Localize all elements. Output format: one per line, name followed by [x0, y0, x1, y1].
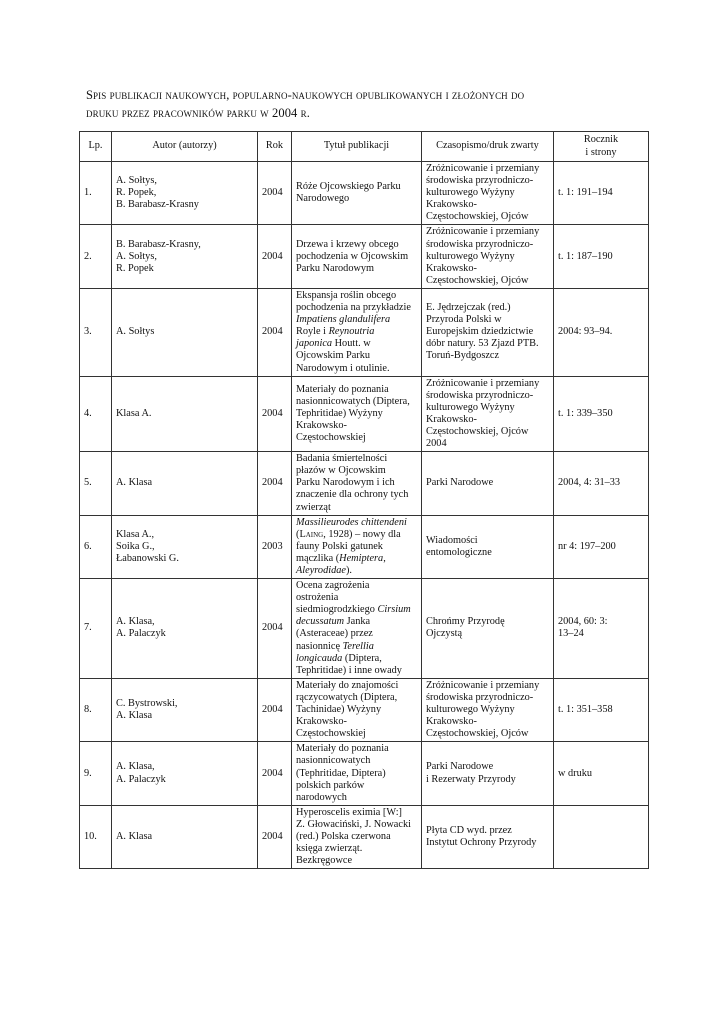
author-line: Soika G., — [116, 540, 155, 552]
journal-line: Krakowsko- — [426, 716, 477, 728]
title-line — [296, 565, 417, 577]
journal-line: Krakowsko- — [426, 262, 477, 274]
table-row — [80, 742, 649, 805]
author-line: A. Palaczyk — [116, 773, 166, 785]
author-line: Łabanowski G. — [116, 552, 179, 564]
cell-title — [292, 376, 422, 452]
cell-journal — [422, 579, 554, 679]
cell-journal — [422, 162, 554, 225]
cell-volume — [554, 742, 649, 805]
heading-line-1: Spis publikacji naukowych, popularno-naukowych opublikowanych i złożonych do — [86, 88, 525, 102]
species-name: Cirsium — [377, 604, 411, 616]
cell-title — [292, 742, 422, 805]
cell-lp: 2. — [80, 225, 112, 288]
cell-authors — [112, 452, 258, 515]
title-line: Z. Głowaciński, J. Nowacki — [296, 818, 411, 830]
journal-line: Parki Narodowe — [426, 761, 494, 773]
title-line: pochodzenia w Ojcowskim — [296, 250, 409, 262]
journal-line: Ojczystą — [426, 628, 463, 640]
cell-year: 2003 — [258, 515, 292, 578]
cell-year: 2004 — [258, 162, 292, 225]
author-line: A. Sołtys — [116, 326, 155, 338]
title-line: księga zwierząt. — [296, 843, 363, 855]
author-line: A. Sołtys, — [116, 250, 157, 262]
cell-journal — [422, 452, 554, 515]
title-line — [296, 314, 417, 326]
title-line: narodowych — [296, 791, 347, 803]
cell-title — [292, 452, 422, 515]
cell-authors — [112, 579, 258, 679]
title-line: (Tephritidae, Diptera) — [296, 767, 386, 779]
journal-line: środowiska przyrodniczo- — [426, 238, 534, 250]
author-line: A. Klasa, — [116, 761, 155, 773]
title-line — [296, 326, 417, 338]
journal-line: Częstochowskiej, Ojców — [426, 211, 529, 223]
species-name: japonica — [296, 338, 333, 350]
title-text: Royle i — [296, 326, 329, 338]
cell-lp: 5. — [80, 452, 112, 515]
title-line: rączycowatych (Diptera, — [296, 691, 398, 703]
header-title: Tytuł publikacji — [292, 132, 422, 162]
author-line: B. Barabasz-Krasny — [116, 199, 199, 211]
table-row — [80, 376, 649, 452]
cell-volume — [554, 452, 649, 515]
cell-journal — [422, 225, 554, 288]
title-line: Róże Ojcowskiego Parku — [296, 181, 401, 193]
title-text: siedmiogrodzkiego — [296, 604, 378, 616]
cell-journal — [422, 805, 554, 868]
taxon-name: Hemiptera — [339, 552, 384, 564]
cell-lp: 3. — [80, 288, 112, 376]
author-line: A. Palaczyk — [116, 628, 166, 640]
volume-line: 13–24 — [558, 628, 584, 640]
cell-year: 2004 — [258, 805, 292, 868]
journal-line: 2004 — [426, 438, 447, 450]
cell-volume — [554, 288, 649, 376]
author-line: R. Popek — [116, 262, 154, 274]
title-line — [296, 604, 417, 616]
title-text: , — [383, 552, 386, 564]
title-line: Częstochowskiej — [296, 432, 366, 444]
title-text: Janka — [344, 616, 371, 628]
journal-line: Częstochowskiej, Ojców — [426, 425, 529, 437]
journal-line: Zróżnicowanie i przemiany — [426, 377, 540, 389]
title-text: , 1928) – nowy dla — [323, 528, 401, 540]
cell-journal — [422, 742, 554, 805]
cell-lp: 10. — [80, 805, 112, 868]
journal-line: kulturowego Wyżyny — [426, 401, 515, 413]
volume-line: t. 1: 187–190 — [558, 250, 613, 262]
title-text: Houtt. w — [332, 338, 371, 350]
title-line: Ojcowskim Parku — [296, 350, 371, 362]
table-row — [80, 288, 649, 376]
taxon-name: Aleyrodidae — [296, 565, 346, 576]
cell-volume — [554, 515, 649, 578]
volume-line: t. 1: 351–358 — [558, 704, 613, 716]
author-small-caps: Laing — [299, 528, 324, 540]
title-line: Materiały do znajomości — [296, 679, 399, 691]
volume-line: t. 1: 191–194 — [558, 187, 613, 199]
cell-year: 2004 — [258, 376, 292, 452]
title-line: znaczenie dla ochrony tych — [296, 489, 409, 501]
title-text: ( — [296, 528, 300, 540]
title-line: Narodowego — [296, 193, 350, 205]
table-row — [80, 162, 649, 225]
author-line: A. Klasa — [116, 477, 153, 489]
title-line: nasionnicowatych (Diptera, — [296, 395, 410, 407]
author-line: A. Klasa, — [116, 616, 155, 628]
cell-title — [292, 162, 422, 225]
document-heading — [86, 86, 646, 122]
species-name: Massilieurodes chittendeni — [296, 516, 407, 528]
cell-year: 2004 — [258, 678, 292, 741]
volume-line: nr 4: 197–200 — [558, 540, 616, 552]
species-name: Terellia — [342, 640, 374, 652]
journal-line: Zróżnicowanie i przemiany — [426, 226, 540, 238]
author-line: A. Klasa — [116, 830, 153, 842]
title-text: mączlika ( — [296, 552, 340, 564]
title-line — [296, 517, 417, 529]
volume-line: t. 1: 339–350 — [558, 407, 613, 419]
cell-title — [292, 678, 422, 741]
cell-lp: 8. — [80, 678, 112, 741]
title-line: Narodowym i otulinie. — [296, 362, 390, 374]
cell-journal — [422, 376, 554, 452]
table-header-row — [80, 132, 649, 162]
table-row — [80, 515, 649, 578]
cell-volume — [554, 376, 649, 452]
title-line: zwierząt — [296, 501, 331, 513]
title-line — [296, 338, 417, 350]
cell-title — [292, 579, 422, 679]
table-row — [80, 805, 649, 868]
title-line: Parku Narodowym — [296, 262, 375, 274]
journal-line: kulturowego Wyżyny — [426, 187, 515, 199]
cell-year: 2004 — [258, 288, 292, 376]
cell-lp: 6. — [80, 515, 112, 578]
title-line: Ekspansja roślin obcego — [296, 289, 397, 301]
journal-line: Instytut Ochrony Przyrody — [426, 837, 537, 849]
title-line — [296, 553, 417, 565]
table-row — [80, 579, 649, 679]
cell-authors — [112, 225, 258, 288]
journal-line: entomologiczne — [426, 546, 492, 558]
author-line: C. Bystrowski, — [116, 697, 178, 709]
journal-line: Zróżnicowanie i przemiany — [426, 163, 540, 174]
journal-line: i Rezerwaty Przyrody — [426, 773, 516, 785]
journal-line: Toruń-Bydgoszcz — [426, 350, 500, 362]
species-name: Reynoutria — [328, 326, 375, 338]
title-line — [296, 529, 417, 541]
title-line: Badania śmiertelności — [296, 453, 388, 465]
author-line: R. Popek, — [116, 187, 157, 199]
heading-line-2: druku przez pracowników parku w 2004 r. — [86, 106, 310, 120]
journal-line: Wiadomości — [426, 534, 478, 546]
title-line: Hyperoscelis eximia [W:] — [296, 806, 402, 818]
title-text: nasionnicę — [296, 640, 343, 652]
journal-line: Parki Narodowe — [426, 477, 494, 489]
journal-line: Krakowsko- — [426, 413, 477, 425]
table-row — [80, 225, 649, 288]
header-year: Rok — [258, 132, 292, 162]
cell-volume — [554, 162, 649, 225]
cell-journal — [422, 678, 554, 741]
title-line: Materiały do poznania — [296, 743, 389, 755]
cell-authors — [112, 376, 258, 452]
journal-line: Chrońmy Przyrodę — [426, 616, 505, 628]
journal-line: Płyta CD wyd. przez — [426, 824, 512, 836]
species-name: decussatum — [296, 616, 345, 628]
cell-title — [292, 225, 422, 288]
title-line: Krakowsko- — [296, 419, 347, 431]
journal-line: kulturowego Wyżyny — [426, 250, 515, 262]
title-line — [296, 641, 417, 653]
title-line: Ocena zagrożenia — [296, 580, 370, 592]
cell-volume — [554, 579, 649, 679]
title-line — [296, 653, 417, 665]
journal-line: kulturowego Wyżyny — [426, 704, 515, 716]
title-line: Materiały do poznania — [296, 383, 389, 395]
cell-year: 2004 — [258, 225, 292, 288]
title-line: płazów w Ojcowskim — [296, 465, 386, 477]
volume-line: 2004: 93–94. — [558, 326, 613, 338]
volume-line: 2004, 4: 31–33 — [558, 477, 621, 489]
title-text: ). — [345, 565, 352, 576]
cell-volume — [554, 805, 649, 868]
cell-lp: 7. — [80, 579, 112, 679]
header-volume — [554, 132, 649, 162]
author-line: A. Klasa — [116, 710, 153, 722]
cell-year: 2004 — [258, 452, 292, 515]
journal-line: Częstochowskiej, Ojców — [426, 728, 529, 740]
journal-line: E. Jędrzejczak (red.) — [426, 302, 511, 314]
header-authors: Autor (autorzy) — [112, 132, 258, 162]
title-line — [296, 616, 417, 628]
title-line: (Asteraceae) przez — [296, 628, 373, 640]
cell-authors — [112, 515, 258, 578]
title-line: fauny Polski gatunek — [296, 540, 383, 552]
volume-line: w druku — [558, 767, 593, 779]
author-line: B. Barabasz-Krasny, — [116, 238, 201, 250]
cell-lp: 4. — [80, 376, 112, 452]
table-row — [80, 452, 649, 515]
cell-year: 2004 — [258, 579, 292, 679]
journal-line: środowiska przyrodniczo- — [426, 175, 534, 187]
journal-line: Przyroda Polski w — [426, 314, 502, 326]
cell-volume — [554, 678, 649, 741]
cell-authors — [112, 162, 258, 225]
title-line: Drzewa i krzewy obcego — [296, 238, 399, 250]
title-line: Tephritidae) i inne owady — [296, 664, 402, 676]
title-line: Tephritidae) Wyżyny — [296, 407, 383, 419]
cell-lp: 9. — [80, 742, 112, 805]
title-line: Krakowsko- — [296, 716, 347, 728]
journal-line: środowiska przyrodniczo- — [426, 691, 534, 703]
species-name: longicauda — [296, 652, 343, 664]
author-line: A. Sołtys, — [116, 175, 157, 187]
title-line: polskich parków — [296, 779, 365, 791]
publications-table — [79, 131, 649, 869]
volume-line: 2004, 60: 3: — [558, 616, 608, 628]
header-journal: Czasopismo/druk zwarty — [422, 132, 554, 162]
journal-line: Zróżnicowanie i przemiany — [426, 679, 540, 691]
title-line: nasionnicowatych — [296, 755, 371, 767]
cell-title — [292, 805, 422, 868]
journal-line: środowiska przyrodniczo- — [426, 389, 534, 401]
title-line: Parku Narodowym i ich — [296, 477, 395, 489]
title-line: Tachinidae) Wyżyny — [296, 704, 382, 716]
cell-journal — [422, 288, 554, 376]
cell-volume — [554, 225, 649, 288]
journal-line: Europejskim dziedzictwie — [426, 326, 534, 338]
cell-authors — [112, 805, 258, 868]
author-line: Klasa A. — [116, 407, 152, 419]
journal-line: dóbr natury. 53 Zjazd PTB. — [426, 338, 539, 350]
header-volume-line-2: i strony — [585, 146, 617, 158]
cell-year: 2004 — [258, 742, 292, 805]
cell-journal — [422, 515, 554, 578]
journal-line: Częstochowskiej, Ojców — [426, 274, 529, 286]
cell-title — [292, 288, 422, 376]
title-line: (red.) Polska czerwona — [296, 830, 391, 842]
author-line: Klasa A., — [116, 528, 155, 540]
cell-authors — [112, 678, 258, 741]
title-line: ostrożenia — [296, 592, 339, 604]
title-line: Bezkręgowce — [296, 855, 353, 867]
cell-authors — [112, 742, 258, 805]
table-row — [80, 678, 649, 741]
title-text: (Diptera, — [342, 652, 382, 664]
header-lp: Lp. — [80, 132, 112, 162]
cell-lp: 1. — [80, 162, 112, 225]
header-volume-line-1: Rocznik — [583, 134, 619, 146]
cell-authors — [112, 288, 258, 376]
title-line: Częstochowskiej — [296, 728, 366, 740]
journal-line: Krakowsko- — [426, 199, 477, 211]
species-name: Impatiens glandulifera — [296, 314, 391, 326]
title-line: pochodzenia na przykładzie — [296, 302, 411, 314]
cell-title — [292, 515, 422, 578]
